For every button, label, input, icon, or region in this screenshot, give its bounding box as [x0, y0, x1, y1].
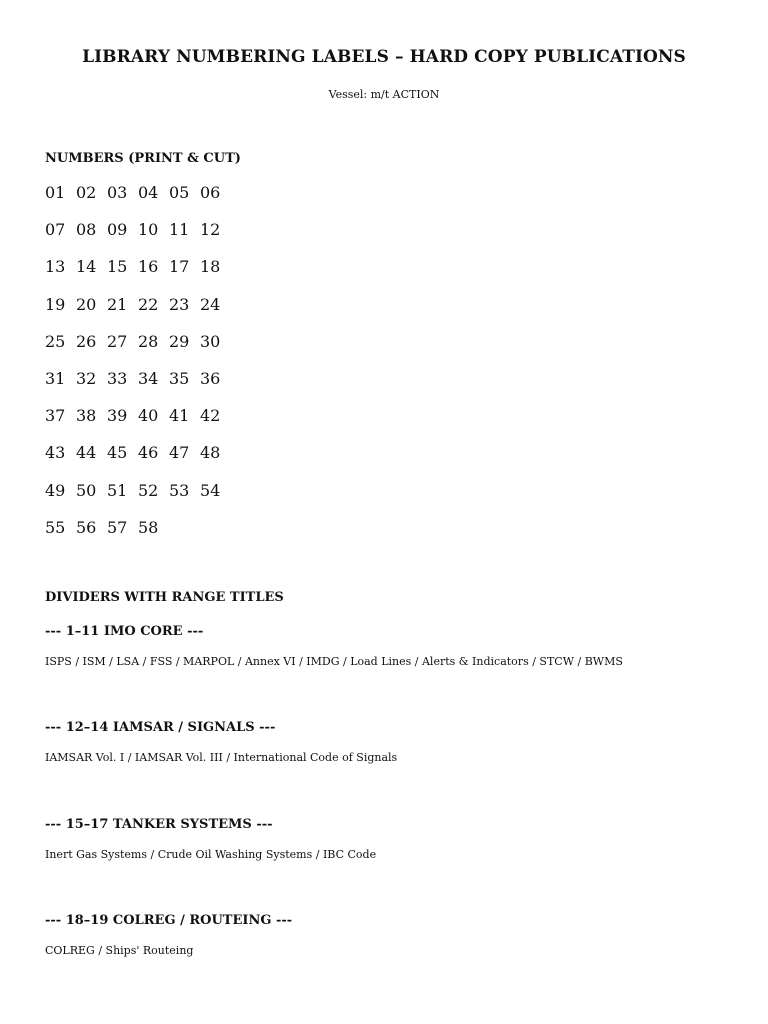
- number-row: [45, 406, 231, 443]
- number-label: 56: [76, 517, 97, 537]
- number-label: 35: [169, 368, 190, 388]
- number-label: 25: [45, 331, 66, 351]
- number-label: 22: [138, 294, 159, 314]
- number-labels-grid: [45, 183, 231, 555]
- page-title: LIBRARY NUMBERING LABELS – HARD COPY PUBLICATIONS: [82, 47, 686, 67]
- number-label: 58: [138, 517, 159, 537]
- vessel-name: Vessel: m/t ACTION: [328, 88, 440, 101]
- divider-title: --- 1–11 IMO CORE ---: [45, 624, 204, 639]
- number-label: 37: [45, 406, 66, 426]
- number-label: 54: [200, 480, 221, 500]
- divider-title: --- 15–17 TANKER SYSTEMS ---: [45, 817, 273, 832]
- number-label: 53: [169, 480, 190, 500]
- number-label: 18: [200, 257, 221, 277]
- number-label: 34: [138, 368, 159, 388]
- number-label: 01: [45, 183, 66, 202]
- number-label: 15: [107, 257, 128, 277]
- number-label: 02: [76, 183, 97, 202]
- number-label: 28: [138, 331, 159, 351]
- number-label: 12: [200, 220, 221, 240]
- number-row: [45, 443, 231, 480]
- number-label: 14: [76, 257, 97, 277]
- divider-items: IAMSAR Vol. I / IAMSAR Vol. III / International Code of Signals: [45, 751, 398, 764]
- number-row: [45, 332, 231, 369]
- number-label: 41: [169, 406, 190, 426]
- number-row: [45, 257, 231, 294]
- number-label: 19: [45, 294, 66, 314]
- number-row: [45, 481, 231, 518]
- number-label: 30: [200, 331, 221, 351]
- number-label: 06: [200, 183, 221, 202]
- number-label: 45: [107, 443, 128, 463]
- divider-title: --- 18–19 COLREG / ROUTEING ---: [45, 913, 293, 928]
- number-label: 29: [169, 331, 190, 351]
- number-label: 27: [107, 331, 128, 351]
- number-label: 09: [107, 220, 128, 240]
- divider-imo-core: [45, 624, 745, 668]
- number-row: [45, 369, 231, 406]
- number-label: 38: [76, 406, 97, 426]
- number-label: 50: [76, 480, 97, 500]
- number-label: 33: [107, 368, 128, 388]
- number-label: 55: [45, 517, 66, 537]
- number-label: 31: [45, 368, 66, 388]
- divider-title: --- 12–14 IAMSAR / SIGNALS ---: [45, 720, 276, 735]
- number-label: 03: [107, 183, 128, 202]
- numbers-heading: NUMBERS (PRINT & CUT): [45, 151, 241, 166]
- number-label: 44: [76, 443, 97, 463]
- number-label: 17: [169, 257, 190, 277]
- number-label: 07: [45, 220, 66, 240]
- divider-items: Inert Gas Systems / Crude Oil Washing Systems / IBC Code: [45, 848, 377, 861]
- number-label: 36: [200, 368, 221, 388]
- number-label: 48: [200, 443, 221, 463]
- number-label: 26: [76, 331, 97, 351]
- number-label: 49: [45, 480, 66, 500]
- number-label: 32: [76, 368, 97, 388]
- number-label: 04: [138, 183, 159, 202]
- number-label: 39: [107, 406, 128, 426]
- number-label: 13: [45, 257, 66, 277]
- divider-tanker-systems: [45, 817, 745, 861]
- number-label: 08: [76, 220, 97, 240]
- number-label: 42: [200, 406, 221, 426]
- number-row: [45, 220, 231, 257]
- divider-items: ISPS / ISM / LSA / FSS / MARPOL / Annex VI / IMDG / Load Lines / Alerts & Indicators / STCW / BWMS: [45, 655, 623, 668]
- number-row: [45, 183, 231, 220]
- number-label: 57: [107, 517, 128, 537]
- number-label: 43: [45, 443, 66, 463]
- divider-colreg-routeing: [45, 913, 745, 957]
- number-row: [45, 295, 231, 332]
- divider-items: COLREG / Ships' Routeing: [45, 944, 194, 957]
- number-label: 51: [107, 480, 128, 500]
- number-label: 46: [138, 443, 159, 463]
- number-label: 40: [138, 406, 159, 426]
- number-label: 05: [169, 183, 190, 202]
- number-label: 52: [138, 480, 159, 500]
- number-label: 20: [76, 294, 97, 314]
- dividers-heading: DIVIDERS WITH RANGE TITLES: [45, 590, 284, 605]
- number-label: 16: [138, 257, 159, 277]
- number-label: 10: [138, 220, 159, 240]
- divider-iamsar-signals: [45, 720, 745, 764]
- number-label: 11: [169, 220, 190, 240]
- number-label: 24: [200, 294, 221, 314]
- number-label: 21: [107, 294, 128, 314]
- number-label: 47: [169, 443, 190, 463]
- number-label: 23: [169, 294, 190, 314]
- number-row: [45, 518, 231, 555]
